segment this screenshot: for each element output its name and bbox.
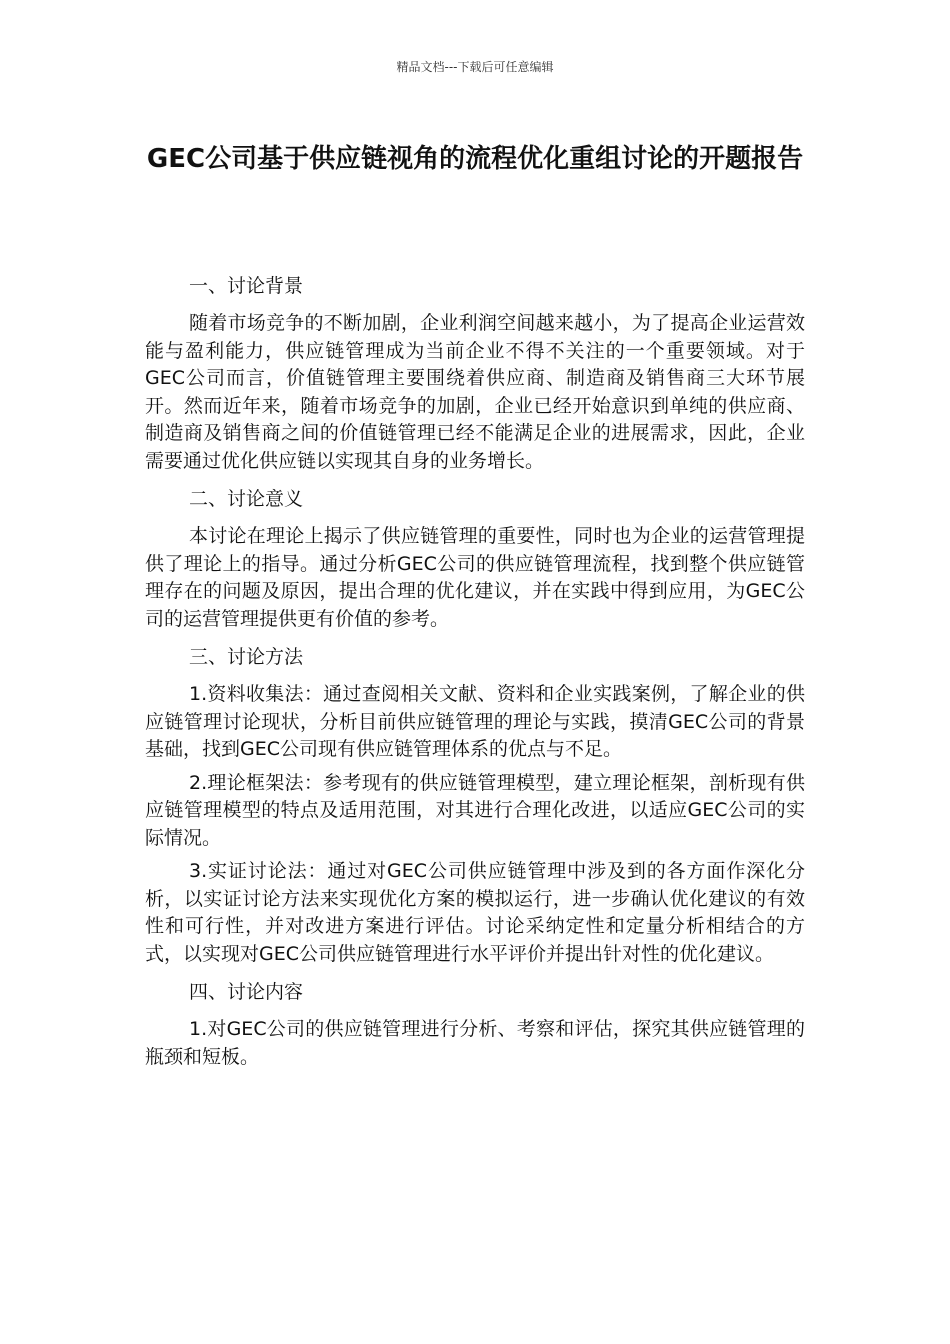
document-title: GEC公司基于供应链视角的流程优化重组讨论的开题报告 xyxy=(146,144,804,174)
section-heading-significance: 二、讨论意义 xyxy=(189,488,304,510)
header-note: 精品文档---下载后可任意编辑 xyxy=(396,60,554,74)
section-heading-content: 四、讨论内容 xyxy=(189,981,304,1003)
background-paragraph: 随着市场竞争的不断加剧，企业利润空间越来越小，为了提高企业运营效能与盈利能力，供应链管理成为当前企业不得不关注的一个重要领域。对于GEC公司而言，价值链管理主要围绕着供应商、制造商及销售商三大环节展开。然而近年来，随着市场竞争的加剧，企业已经开始意识到单纯的供应商、制造商及销售商之间的价值链管理已经不能满足企业的进展需求，因此，企业需要通过优化供应链以实现其自身的业务增长。 xyxy=(145,312,805,472)
content-paragraph-1: 1.对GEC公司的供应链管理进行分析、考察和评估，探究其供应链管理的瓶颈和短板。 xyxy=(145,1018,805,1068)
document-body xyxy=(145,268,805,1077)
method-paragraph-1: 1.资料收集法：通过查阅相关文献、资料和企业实践案例，了解企业的供应链管理讨论现状，分析目前供应链管理的理论与实践，摸清GEC公司的背景基础，找到GEC公司现有供应链管理体系的优点与不足。 xyxy=(145,683,805,760)
section-heading-methods: 三、讨论方法 xyxy=(189,646,304,668)
significance-paragraph: 本讨论在理论上揭示了供应链管理的重要性，同时也为企业的运营管理提供了理论上的指导。通过分析GEC公司的供应链管理流程，找到整个供应链管理存在的问题及原因，提出合理的优化建议，并在实践中得到应用，为GEC公司的运营管理提供更有价值的参考。 xyxy=(145,525,805,630)
section-heading-background: 一、讨论背景 xyxy=(189,275,304,297)
method-paragraph-2: 2.理论框架法：参考现有的供应链管理模型，建立理论框架，剖析现有供应链管理模型的特点及适用范围，对其进行合理化改进，以适应GEC公司的实际情况。 xyxy=(145,771,805,849)
method-paragraph-3: 3.实证讨论法：通过对GEC公司供应链管理中涉及到的各方面作深化分析，以实证讨论方法来实现优化方案的模拟运行，进一步确认优化建议的有效性和可行性，并对改进方案进行评估。讨论采纳定性和定量分析相结合的方式，以实现对GEC公司供应链管理进行水平评价并提出针对性的优化建议。 xyxy=(145,860,805,965)
